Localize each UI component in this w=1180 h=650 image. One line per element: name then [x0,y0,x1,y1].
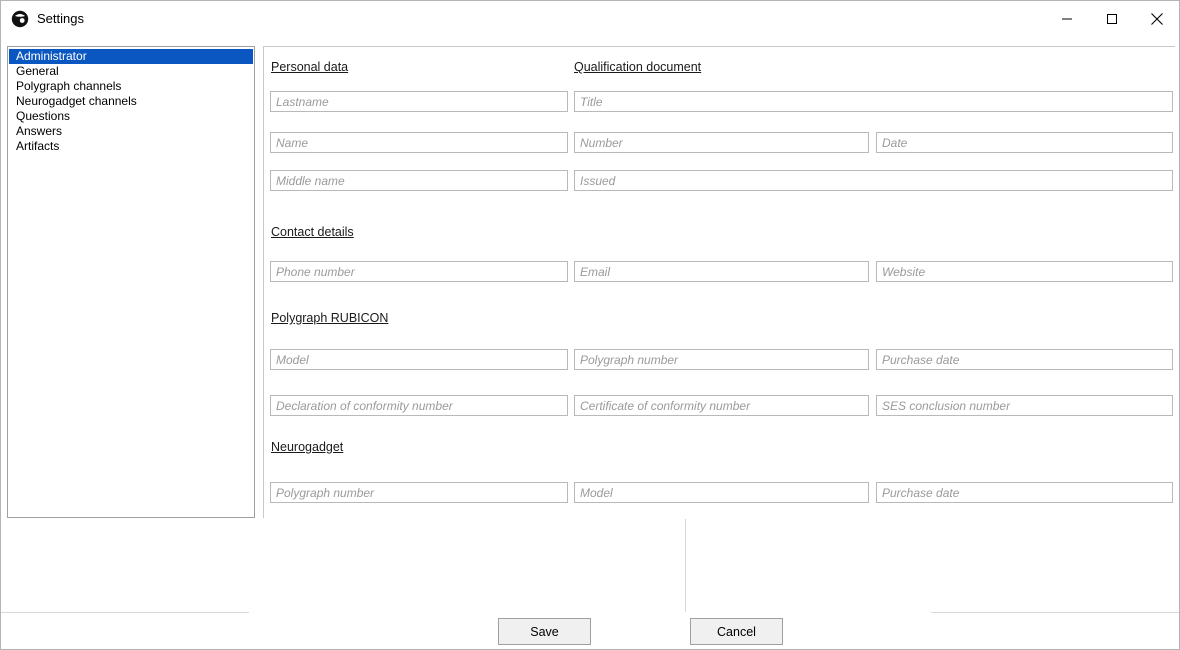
administrator-settings-panel [263,46,1175,518]
neurogadget-polygraph-number-input[interactable] [270,482,568,503]
polygraph-purchase-date-input[interactable] [876,349,1173,370]
website-input[interactable] [876,261,1173,282]
sidebar-item-polygraph-channels[interactable]: Polygraph channels [16,79,122,93]
ses-conclusion-number-input[interactable] [876,395,1173,416]
cancel-button[interactable]: Cancel [690,618,783,645]
section-title-polygraph-rubicon: Polygraph RUBICON [271,311,389,325]
divider-left [1,612,249,613]
polygraph-model-input[interactable] [270,349,568,370]
sidebar-item-artifacts[interactable]: Artifacts [16,139,60,153]
sidebar-item-general[interactable]: General [16,64,59,78]
sidebar-item-neurogadget-channels[interactable]: Neurogadget channels [16,94,137,108]
divider-right [931,612,1179,613]
close-icon[interactable] [1134,1,1179,37]
section-title-neurogadget: Neurogadget [271,440,344,454]
qualification-title-input[interactable] [574,91,1173,112]
section-title-qualification-document: Qualification document [574,60,702,74]
sidebar-item-questions[interactable]: Questions [16,109,71,123]
app-logo-icon [11,10,29,28]
certificate-of-conformity-number-input[interactable] [574,395,869,416]
settings-content [1,37,1179,649]
qualification-date-input[interactable] [876,132,1173,153]
phone-number-input[interactable] [270,261,568,282]
section-title-personal-data: Personal data [271,60,349,74]
qualification-number-input[interactable] [574,132,869,153]
polygraph-number-input[interactable] [574,349,869,370]
title-bar [1,1,1179,37]
maximize-icon[interactable] [1089,1,1134,37]
lastname-input[interactable] [270,91,568,112]
declaration-of-conformity-number-input[interactable] [270,395,568,416]
window-controls [1044,1,1179,37]
settings-category-list[interactable] [7,46,255,518]
email-input[interactable] [574,261,869,282]
window-title: Settings [37,11,84,26]
minimize-icon[interactable] [1044,1,1089,37]
neurogadget-model-input[interactable] [574,482,869,503]
divider-vertical [685,519,686,612]
neurogadget-purchase-date-input[interactable] [876,482,1173,503]
save-button[interactable]: Save [498,618,591,645]
name-input[interactable] [270,132,568,153]
sidebar-item-administrator[interactable]: Administrator [9,49,253,64]
qualification-issued-input[interactable] [574,170,1173,191]
section-title-contact-details: Contact details [271,225,354,239]
sidebar-item-answers[interactable]: Answers [16,124,63,138]
middle-name-input[interactable] [270,170,568,191]
